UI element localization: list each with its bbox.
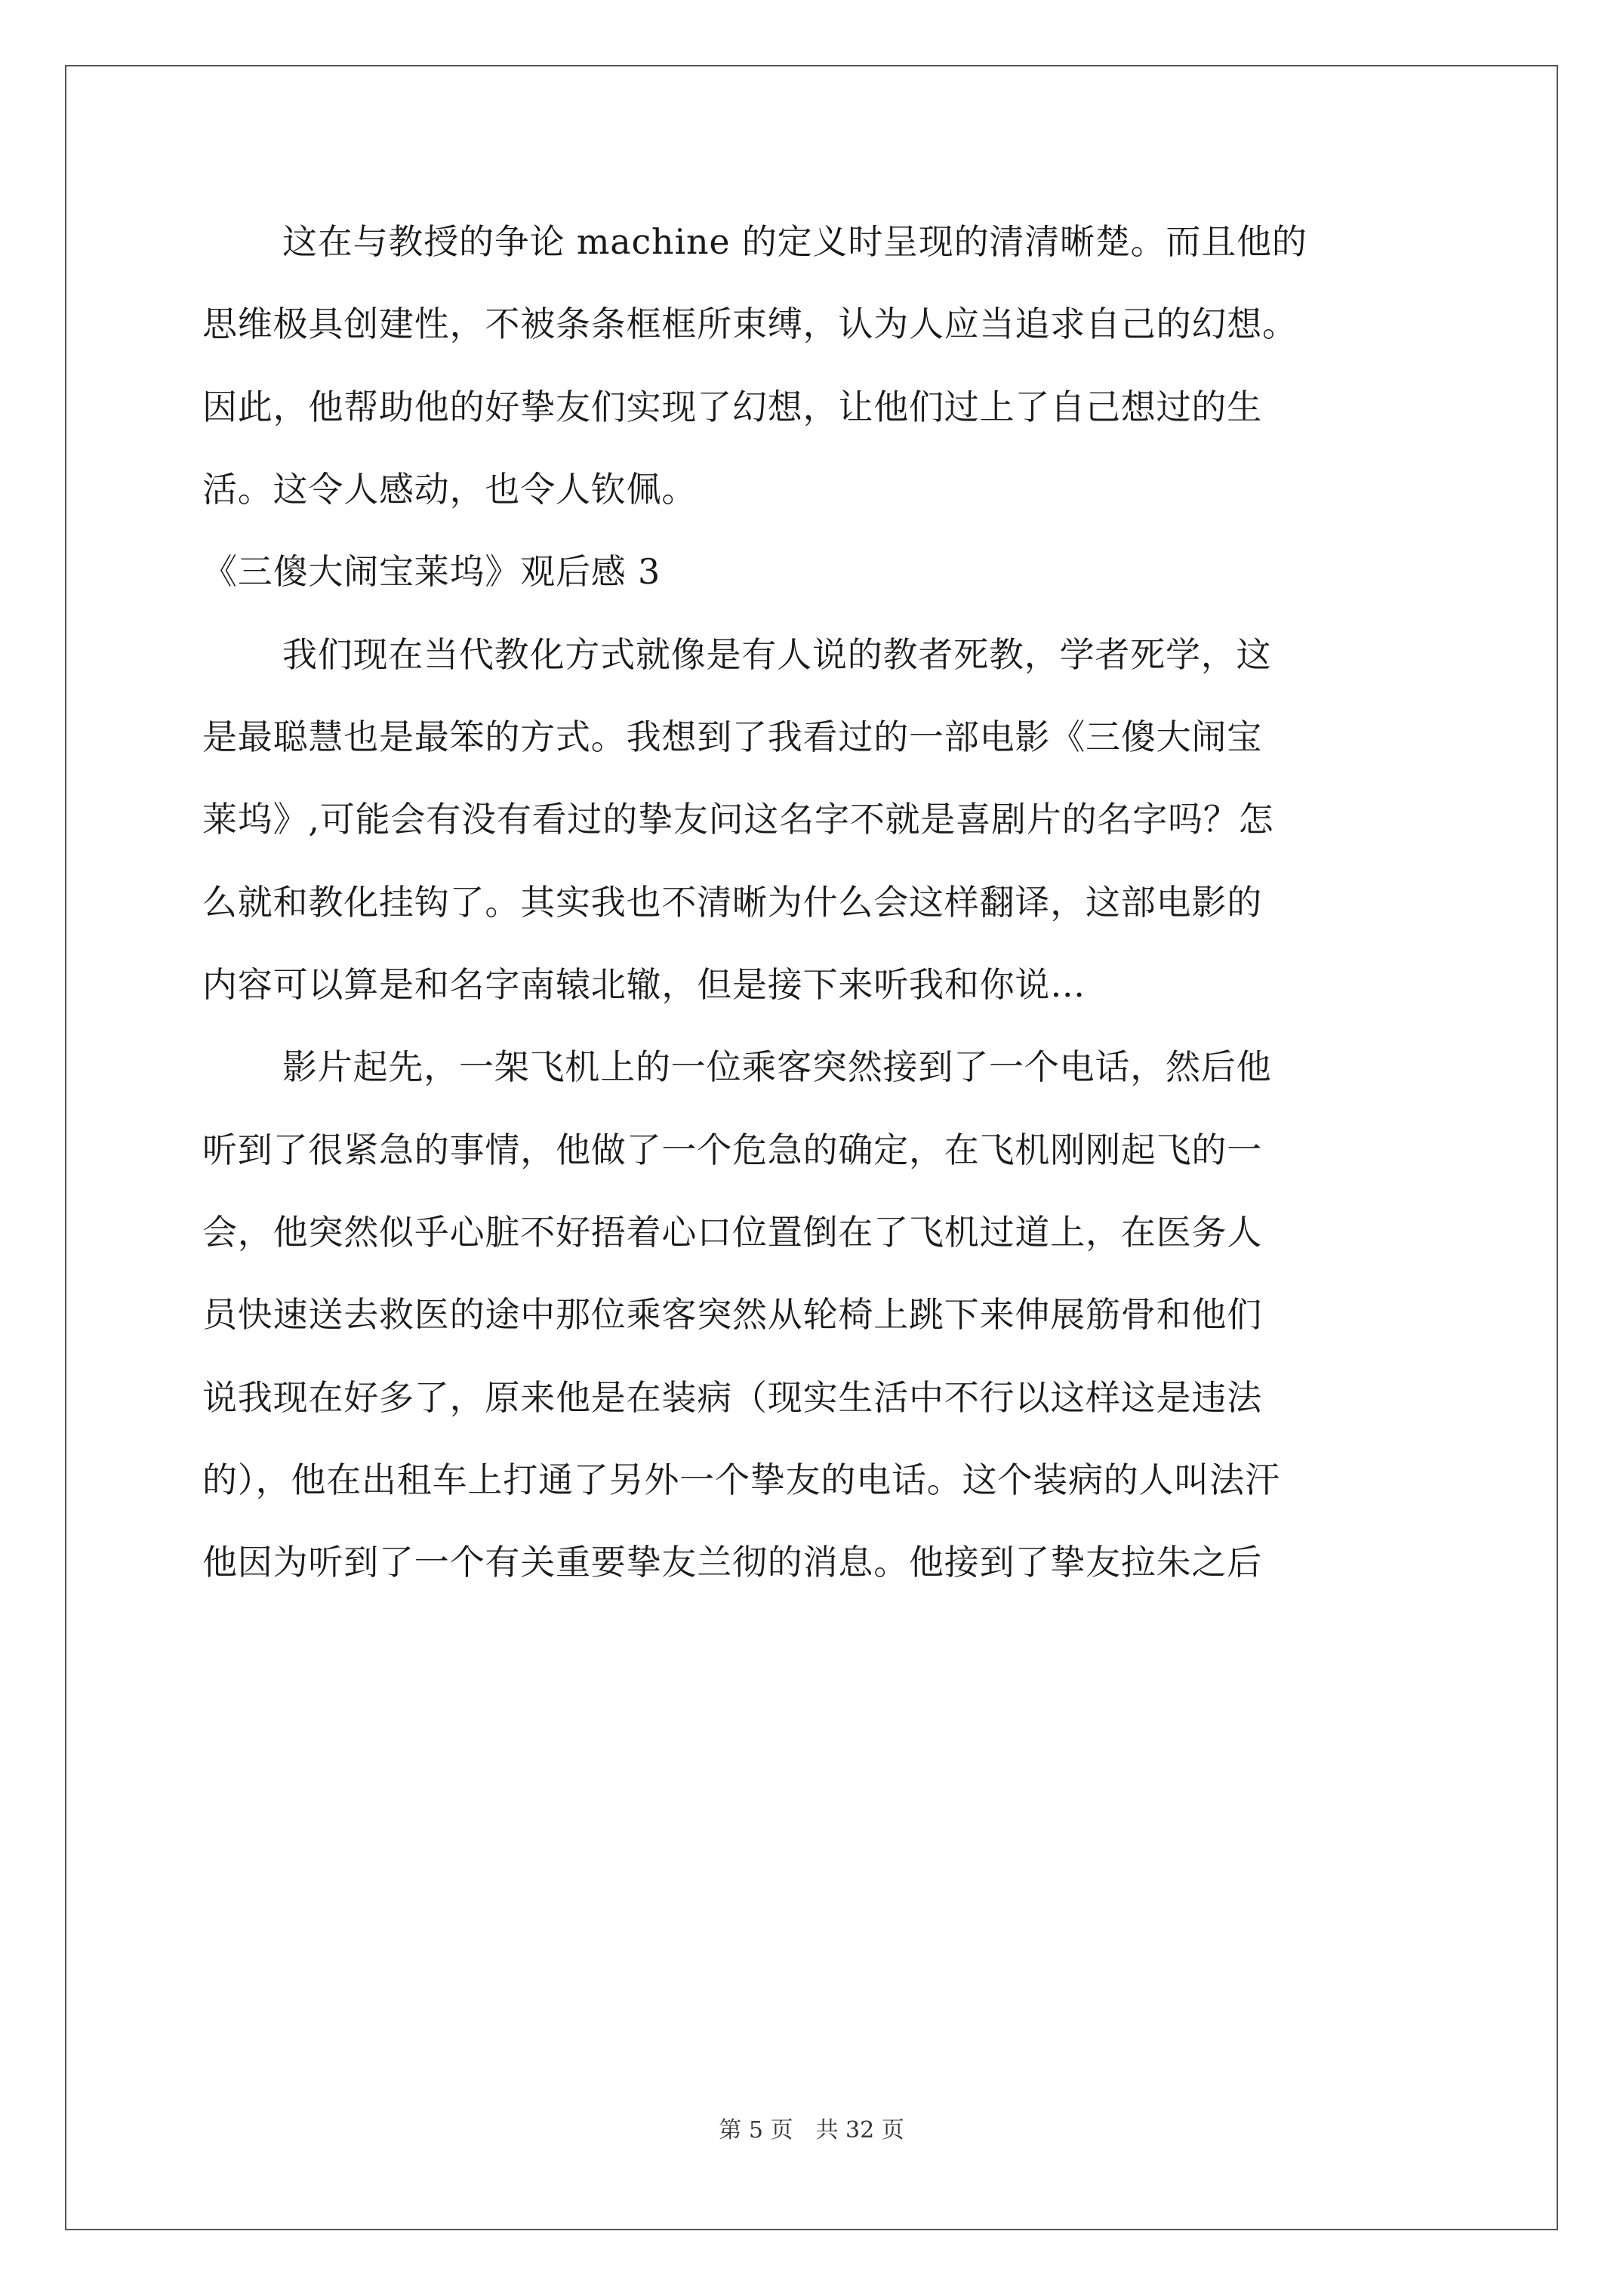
text-line: 员快速送去救医的途中那位乘客突然从轮椅上跳下来伸展筋骨和他们 bbox=[202, 1294, 1262, 1335]
text-line: 的），他在出租车上打通了另外一个挚友的电话。这个装病的人叫法汗 bbox=[202, 1459, 1280, 1500]
text-line: 思维极具创建性，不被条条框框所束缚，认为人应当追求自己的幻想。 bbox=[202, 304, 1298, 344]
text-line: 他因为听到了一个有关重要挚友兰彻的消息。他接到了挚友拉朱之后 bbox=[202, 1542, 1262, 1583]
text-line: 内容可以算是和名字南辕北辙，但是接下来听我和你说… bbox=[202, 964, 1086, 1005]
text-line: 我们现在当代教化方式就像是有人说的教者死教，学者死学，这 bbox=[282, 634, 1272, 675]
text-line: 影片起先，一架飞机上的一位乘客突然接到了一个电话，然后他 bbox=[282, 1046, 1272, 1087]
text-line: 活。这令人感动，也令人钦佩。 bbox=[202, 469, 698, 510]
section-heading: 《三傻大闹宝莱坞》观后感 3 bbox=[202, 551, 661, 592]
text-line: 莱坞》,可能会有没有看过的挚友问这名字不就是喜剧片的名字吗？怎 bbox=[202, 799, 1274, 840]
text-line: 听到了很紧急的事情，他做了一个危急的确定，在飞机刚刚起飞的一 bbox=[202, 1130, 1262, 1170]
text-line: 这在与教授的争论 machine 的定义时呈现的清清晰楚。而且他的 bbox=[282, 221, 1307, 262]
text-line: 因此，他帮助他的好挚友们实现了幻想，让他们过上了自己想过的生 bbox=[202, 387, 1262, 427]
page-number: 第 5 页 共 32 页 bbox=[719, 2117, 904, 2143]
text-line: 会，他突然似乎心脏不好捂着心口位置倒在了飞机过道上，在医务人 bbox=[202, 1212, 1262, 1253]
text-line: 么就和教化挂钩了。其实我也不清晰为什么会这样翻译，这部电影的 bbox=[202, 882, 1262, 923]
text-line: 说我现在好多了，原来他是在装病（现实生活中不行以这样这是违法 bbox=[202, 1377, 1262, 1418]
text-line: 是最聪慧也是最笨的方式。我想到了我看过的一部电影《三傻大闹宝 bbox=[202, 717, 1262, 757]
